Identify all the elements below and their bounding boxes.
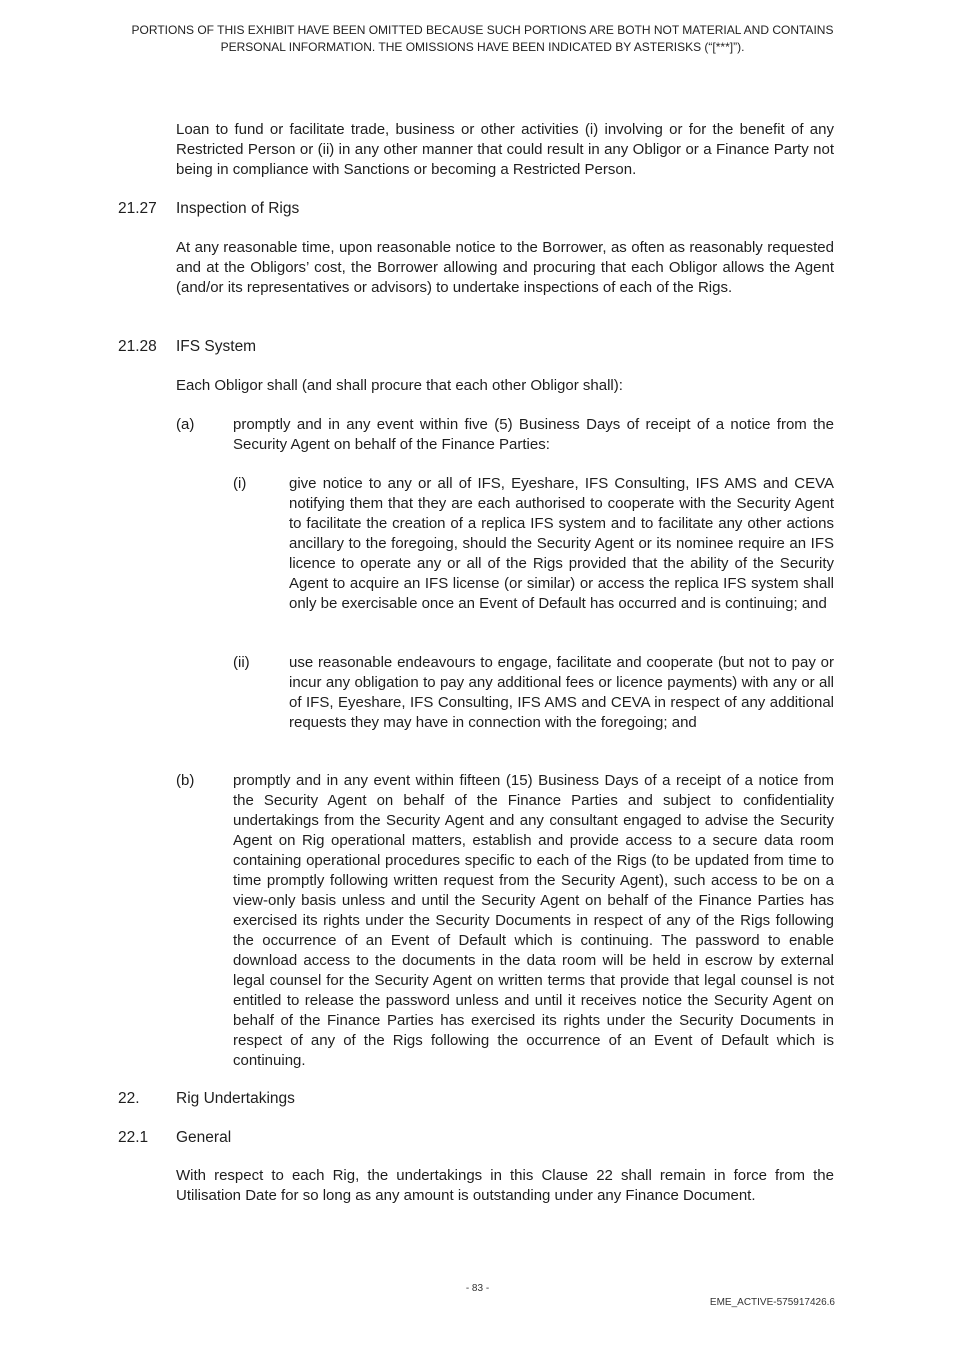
item-label-ii: (ii) xyxy=(233,654,250,671)
section-21-28-lead: Each Obligor shall (and shall procure that each other Obligor shall): xyxy=(176,377,623,394)
section-number: 21.28 xyxy=(118,338,157,355)
section-number: 22.1 xyxy=(118,1129,149,1146)
item-label-i: (i) xyxy=(233,475,247,492)
section-title: IFS System xyxy=(176,338,257,355)
page-number: - 83 - xyxy=(465,1283,490,1294)
section-21-27-text: At any reasonable time, upon reasonable notice to the Borrower, as often as reasonably requested and at the Obligors’ cost, the Borrower allowing and procuring that each Obligor allows the Agent (and/or its representatives or advisors) to undertake inspections of each of the Rigs. xyxy=(176,239,834,296)
section-title: Inspection of Rigs xyxy=(176,200,300,217)
intro-paragraph: Loan to fund or facilitate trade, business or other activities (i) involving or for the benefit of any Restricted Person or (ii) in any other manner that could result in any Obligor or a Finance Party not being in compliance with Sanctions or becoming a Restricted Person. xyxy=(176,121,834,178)
item-a-text: promptly and in any event within five (5) Business Days of receipt of a notice from the Security Agent on behalf of the Finance Parties: xyxy=(233,416,834,453)
section-number: 21.27 xyxy=(118,200,157,217)
item-ii-text: use reasonable endeavours to engage, facilitate and cooperate (but not to pay or incur any obligation to pay any additional fees or licence payments) with any or all of IFS, Eyeshare, IFS Consulting, IFS AMS and CEVA in respect of any additional requests they may have in connection with the foregoing; and xyxy=(289,654,834,731)
item-i-text: give notice to any or all of IFS, Eyeshare, IFS Consulting, IFS AMS and CEVA notifying them that they are each authorised to cooperate with the Security Agent to facilitate the creation of a replica IFS system and to facilitate any other actions ancillary to the foregoing, should the Security Agent or its nominee require an IFS licence to operate any or all of the Rigs provided that the ability of the Security Agent to acquire an IFS license (or similar) or access the replica IFS system shall only be exercisable once an Event of Default has occurred and is continuing; and xyxy=(289,475,834,612)
item-label-a: (a) xyxy=(176,416,195,433)
section-22-1-text: With respect to each Rig, the undertakings in this Clause 22 shall remain in force from the Utilisation Date for so long as any amount is outstanding under any Finance Document. xyxy=(176,1167,834,1204)
item-label-b: (b) xyxy=(176,772,195,789)
section-title: Rig Undertakings xyxy=(176,1090,295,1107)
item-b-text: promptly and in any event within fifteen (15) Business Days of a receipt of a notice from the Security Agent on behalf of the Finance Parties and subject to confidentiality undertakings from the Security Agent and any consultant engaged to advise the Security Agent on Rig operational matters, establish and provide access to a secure data room containing operational procedures specific to each of the Rigs (to be updated from time to time promptly following written request from the Security Agent), such access to be on a view-only basis unless and until the Security Agent on behalf of the Finance Parties has exercised its rights under the Security Documents in respect of any of the Rigs following the occurrence of an Event of Default which is continuing. The password to enable download access to the documents in the data room will be held in escrow by external legal counsel for the Security Agent on written terms that provide that legal counsel is not entitled to release the password unless and until it receives notice the Security Agent on behalf of the Finance Parties has exercised its rights under the Security Documents in respect of any of the Rigs following the occurrence of an Event of Default which is continuing. xyxy=(233,772,834,1069)
section-title: General xyxy=(176,1129,232,1146)
omission-notice: PORTIONS OF THIS EXHIBIT HAVE BEEN OMITTED BECAUSE SUCH PORTIONS ARE BOTH NOT MATERIAL AND CONTAINS PERSONAL INFORMATION. THE OMISSIONS HAVE BEEN INDICATED BY ASTERISKS (“[***]”). xyxy=(131,23,834,54)
section-number: 22. xyxy=(118,1090,140,1107)
document-reference: EME_ACTIVE-575917426.6 xyxy=(709,1297,835,1308)
